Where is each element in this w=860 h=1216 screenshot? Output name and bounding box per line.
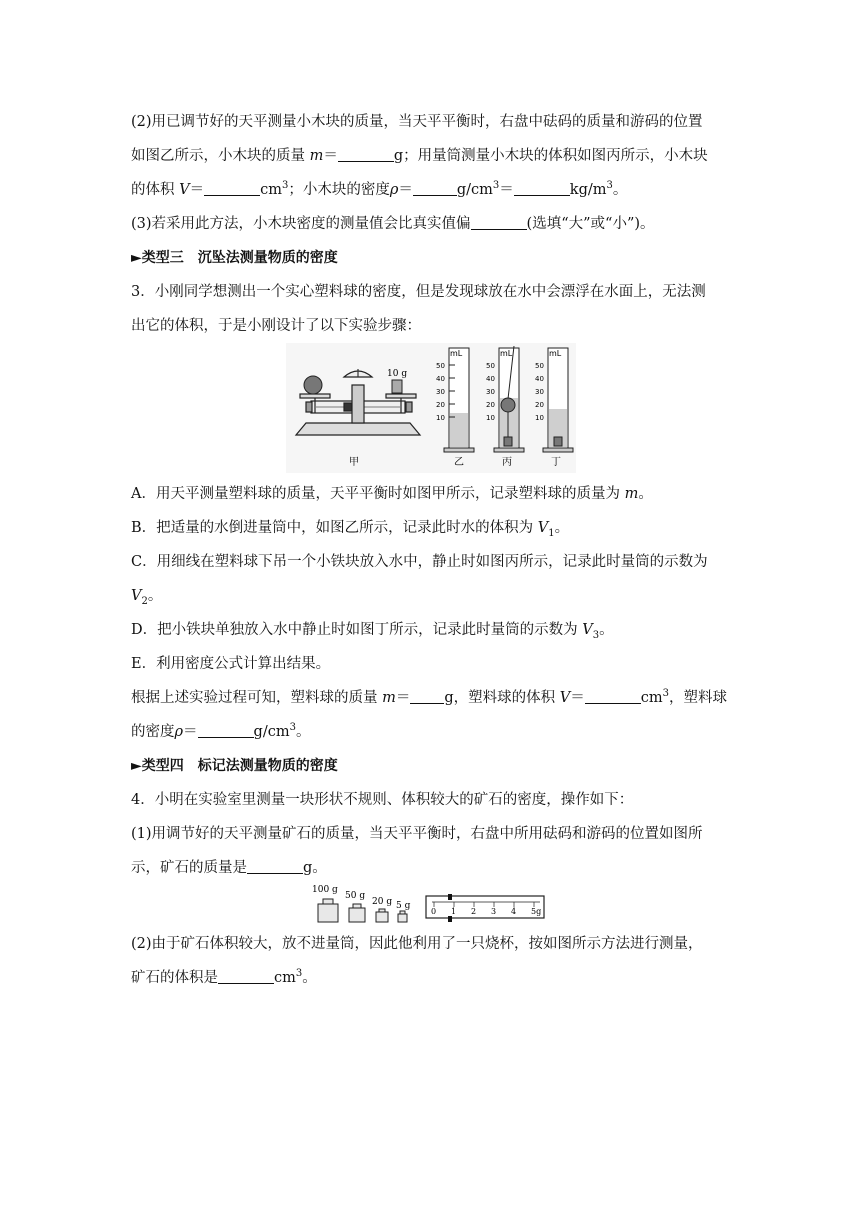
q3-step-c-line-1: C．用细线在塑料球下吊一个小铁块放入水中，静止时如图丙所示，记录此时量筒的示数为 <box>131 554 708 570</box>
q4-line-5: 矿石的体积是 $cm^3$。 <box>131 968 317 986</box>
svg-text:30: 30 <box>436 388 445 396</box>
svg-text:10: 10 <box>535 414 544 422</box>
svg-text:20: 20 <box>486 401 495 409</box>
svg-text:50: 50 <box>486 362 495 370</box>
q3-step-b: B．把适量的水倒进量筒中，如图乙所示，记录此时水的体积为 $V_1$。 <box>131 520 570 539</box>
q3-result-line-1: 根据上述实验过程可知，塑料球的质量 m＝ g，塑料球的体积 $V= cm^3$，塑料球 <box>131 688 727 706</box>
q2-line-1: (2)用已调节好的天平测量小木块的质量，当天平平衡时，右盘中砝码的质量和游码的位置 <box>131 114 703 130</box>
svg-text:20: 20 <box>436 401 445 409</box>
plastic-ball <box>304 376 322 394</box>
q2-line-3: 的体积 $V= cm^3$；小木块的密度$\rho= g/cm^3= kg/m^3$。 <box>131 180 628 198</box>
svg-text:mL: mL <box>450 349 463 358</box>
q4-line-3: 示，矿石的质量是 g。 <box>131 860 327 876</box>
svg-text:甲: 甲 <box>349 457 359 468</box>
svg-text:50: 50 <box>535 362 544 370</box>
svg-text:40: 40 <box>436 375 445 383</box>
q3-step-d: D．把小铁块单独放入水中静止时如图丁所示，记录此时量筒的示数为 $V_3$。 <box>131 622 614 641</box>
svg-text:mL: mL <box>500 349 513 358</box>
svg-text:40: 40 <box>486 375 495 383</box>
svg-text:4: 4 <box>511 907 517 916</box>
section-heading-type4: ►类型四 标记法测量物质的密度 <box>131 758 338 774</box>
answer-blank[interactable] <box>471 214 527 230</box>
answer-blank[interactable] <box>338 146 394 162</box>
answer-blank[interactable] <box>585 688 641 704</box>
q3-step-e: E．利用密度公式计算出结果。 <box>131 656 331 672</box>
svg-text:5 g: 5 g <box>396 901 411 911</box>
q3-line-1: 3．小刚同学想测出一个实心塑料球的密度，但是发现球放在水中会漂浮在水面上，无法测 <box>131 284 706 300</box>
svg-text:30: 30 <box>486 388 495 396</box>
svg-text:50: 50 <box>436 362 445 370</box>
q3-result-line-2: 的密度$\rho= g/cm^3$。 <box>131 722 311 740</box>
answer-blank[interactable] <box>514 180 570 196</box>
svg-text:40: 40 <box>535 375 544 383</box>
answer-blank[interactable] <box>247 858 303 874</box>
svg-text:10 g: 10 g <box>387 369 408 379</box>
weights-and-rider-figure <box>312 880 548 924</box>
answer-blank[interactable] <box>204 180 260 196</box>
balance-and-cylinders-figure <box>286 343 576 473</box>
svg-text:1: 1 <box>451 907 457 916</box>
q3-step-a: A．用天平测量塑料球的质量，天平平衡时如图甲所示，记录塑料球的质量为 m。 <box>131 486 653 502</box>
section-heading-type3: ►类型三 沉坠法测量物质的密度 <box>131 250 338 266</box>
rider-scale <box>426 894 544 922</box>
q2-line-2: 如图乙所示，小木块的质量 m＝ g；用量筒测量小木块的体积如图丙所示，小木块 <box>131 148 708 164</box>
answer-blank[interactable] <box>198 722 254 738</box>
svg-text:乙: 乙 <box>454 457 464 468</box>
svg-text:mL: mL <box>549 349 562 358</box>
svg-text:0: 0 <box>431 907 437 916</box>
svg-text:丙: 丙 <box>502 457 512 468</box>
q2-line-4: (3)若采用此方法，小木块密度的测量值会比真实值偏 (选填“大”或“小”)。 <box>131 216 655 232</box>
q4-line-1: 4．小明在实验室里测量一块形状不规则、体积较大的矿石的密度，操作如下： <box>131 792 634 808</box>
answer-blank[interactable] <box>410 688 444 704</box>
svg-text:30: 30 <box>535 388 544 396</box>
svg-text:5g: 5g <box>531 907 542 916</box>
q3-line-2: 出它的体积，于是小刚设计了以下实验步骤： <box>131 318 421 334</box>
svg-text:100 g: 100 g <box>312 885 338 895</box>
q3-step-c-line-2: $V_2$。 <box>131 588 163 607</box>
weight-set <box>318 899 407 922</box>
weight-10g <box>392 380 402 393</box>
svg-text:丁: 丁 <box>551 457 561 468</box>
svg-text:10: 10 <box>486 414 495 422</box>
svg-text:20: 20 <box>535 401 544 409</box>
svg-text:10: 10 <box>436 414 445 422</box>
svg-text:3: 3 <box>491 907 497 916</box>
svg-text:50 g: 50 g <box>345 891 366 901</box>
q4-line-2: (1)用调节好的天平测量矿石的质量，当天平平衡时，右盘中所用砝码和游码的位置如图所 <box>131 826 703 842</box>
svg-text:2: 2 <box>471 907 477 916</box>
svg-text:20 g: 20 g <box>372 897 393 907</box>
answer-blank[interactable] <box>218 968 274 984</box>
q4-line-4: (2)由于矿石体积较大，放不进量筒，因此他利用了一只烧杯，按如图所示方法进行测量， <box>131 936 703 952</box>
answer-blank[interactable] <box>413 180 457 196</box>
